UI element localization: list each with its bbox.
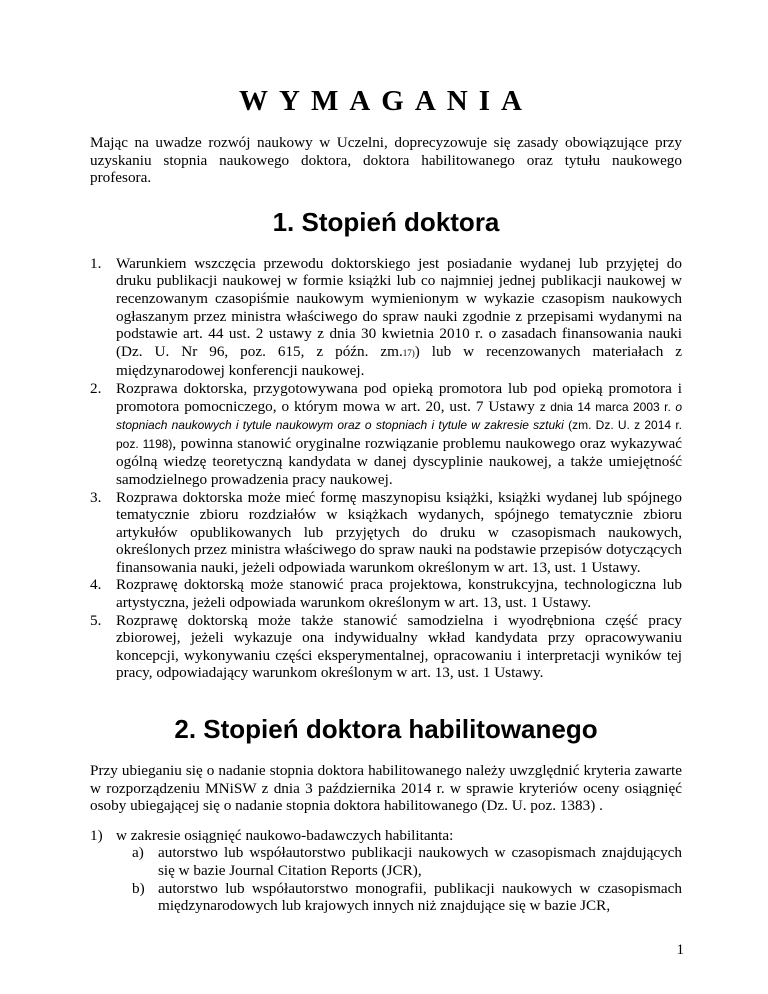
list-item: 3. Rozprawa doktorska może mieć formę maszynopisu książki, książki wydanej lub spójnego tematycznie zbioru rozdziałów w książkach wydanych, spójnego tematycznie zbioru artykułów opublikowanych lub przyjętych do druku w czasopismach naukowych, określonych przez ministra właściwego do spraw nauki na podstawie przepisów dotyczących finansowania nauki, jeżeli odpowiada warunkom określonym w art. 13, ust. 1 Ustawy. <box>90 488 682 576</box>
section-2-heading: 2. Stopień doktora habilitowanego <box>174 714 598 745</box>
section-2-intro: Przy ubieganiu się o nadanie stopnia doktora habilitowanego należy uwzględnić kryteria zawarte w rozporządzeniu MNiSW z dnia 3 października 2014 r. w sprawie kryteriów oceny osiągnięć osoby ubiegającej się o nadanie stopnia doktora habilitowanego (Dz. U. poz. 1383) . <box>90 762 682 815</box>
list-item: a) autorstwo lub współautorstwo publikacji naukowych w czasopismach znajdujących się w bazie Journal Citation Reports (JCR), <box>132 844 682 879</box>
section-1-list <box>90 255 682 682</box>
intro-paragraph: Mając na uwadze rozwój naukowy w Uczelni, doprecyzowuje się zasady obowiązujące przy uzyskaniu stopnia naukowego doktora, doktora habilitowanego oraz tytułu naukowego profesora. <box>90 134 682 187</box>
criteria-item: 1) w zakresie osiągnięć naukowo-badawczych habilitanta: <box>90 826 454 844</box>
list-item: 5. Rozprawę doktorską może także stanowić samodzielna i wyodrębniona część pracy zbiorowej, jeżeli wykazuje ona indywidualny wkład kandydata przy opracowywaniu koncepcji, wykonywaniu części eksperymentalnej, opracowaniu i interpretacji wyników tej pracy, odpowiadający warunkom określonym w art. 13, ust. 1 Ustawy. <box>90 611 682 682</box>
criteria-sublist <box>132 844 682 914</box>
page-title: WYMAGANIA <box>239 85 533 117</box>
section-1-heading: 1. Stopień doktora <box>272 206 500 237</box>
list-item: 1. Warunkiem wszczęcia przewodu doktorskiego jest posiadanie wydanej lub przyjętej do druku publikacji naukowej w formie książki lub co najmniej jednej publikacji naukowej w recenzowanym czasopiśmie naukowym wymienionym w wykazie czasopism naukowych ogłaszanym przez ministra właściwego do spraw nauki zgodnie z przepisami wydanymi na podstawie art. 44 ust. 2 ustawy z dnia 30 kwietnia 2010 r. o zasadach finansowania nauki (Dz. U. Nr 96, poz. 615, z późn. zm.17)) lub w recenzowanych materiałach z międzynarodowej konferencji naukowej. <box>90 254 682 380</box>
list-item: 2. Rozprawa doktorska, przygotowywana pod opieką promotora lub pod opieką promotora i promotora pomocniczego, o którym mowa w art. 20, ust. 7 Ustawy z dnia 14 marca 2003 r. o stopniach naukowych i tytule naukowym oraz o stopniach i tytule w zakresie sztuki (zm. Dz. U. z 2014 r. poz. 1198), powinna stanowić oryginalne rozwiązanie problemu naukowego oraz wykazywać ogólną wiedzę teoretyczną kandydata w danej dyscyplinie naukowej, a także umiejętność samodzielnego prowadzenia pracy naukowej. <box>90 379 682 488</box>
list-item: b) autorstwo lub współautorstwo monografii, publikacji naukowych w czasopismach międzynarodowych lub krajowych innych niż znajdujące się w bazie JCR, <box>132 879 682 915</box>
list-item: 4. Rozprawę doktorską może stanowić praca projektowa, konstrukcyjna, technologiczna lub artystyczna, jeżeli odpowiada warunkom określonym w art. 13, ust. 1 Ustawy. <box>90 576 682 612</box>
page-number: 1 <box>676 942 684 958</box>
document-page <box>90 84 682 915</box>
